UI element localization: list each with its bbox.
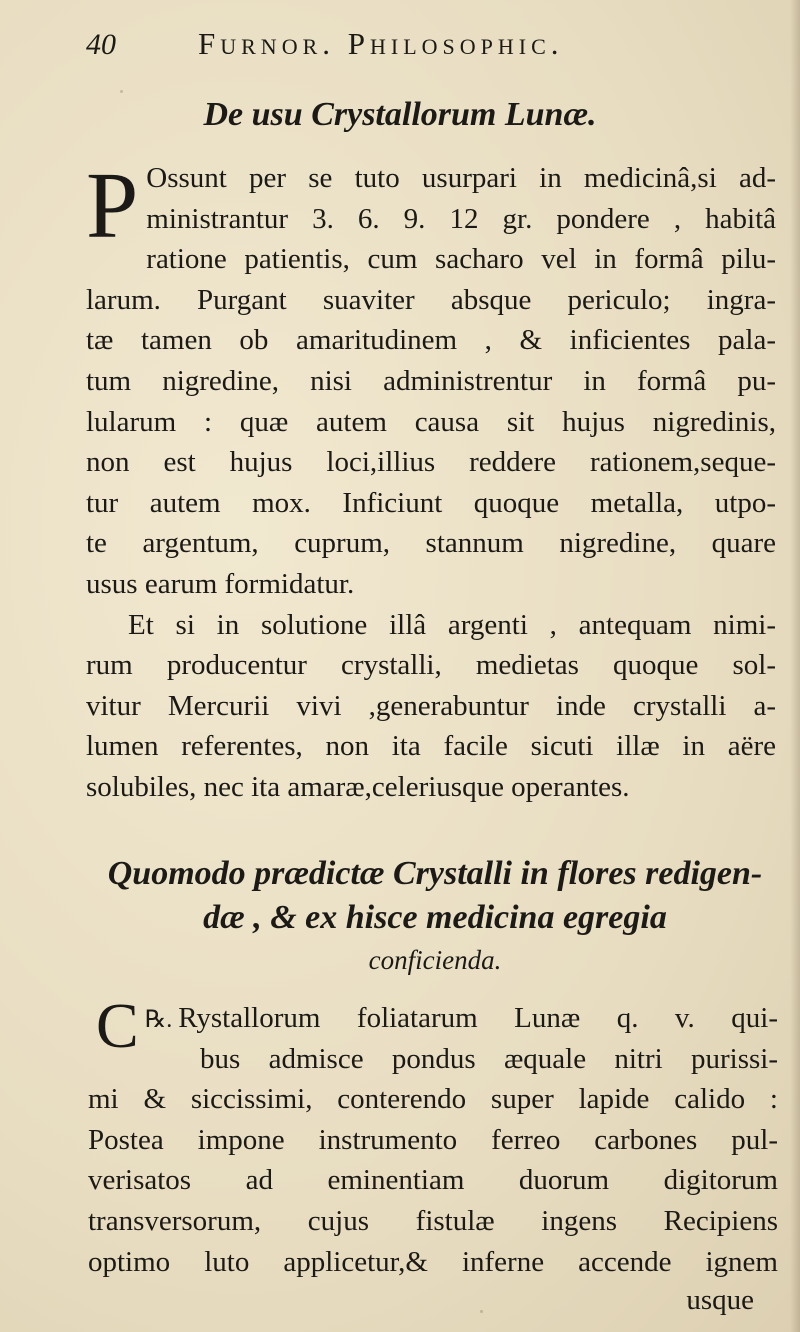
catchword: usque (686, 1284, 754, 1316)
section2-title-line: dæ , & ex hisce medicina egregia (203, 899, 667, 936)
section2-title-line: Quomodo prædictæ Crystalli in flores redigen- (107, 855, 763, 892)
text-line: tur autem mox. Inficiunt quoque metalla, utpo- (86, 486, 776, 519)
text-line: transversorum, cujus fistulæ ingens Recipiens (88, 1204, 778, 1237)
text-line: rum producentur crystalli, medietas quoque sol- (86, 649, 776, 682)
text-line: lumen referentes, non ita facile sicuti illæ in aëre (86, 730, 776, 763)
text-line: optimo luto applicetur,& inferne accende ignem (88, 1245, 778, 1278)
text-line: ratione patientis, cum sacharo vel in formâ pilu- (146, 243, 776, 276)
text-line: non est hujus loci,illius reddere rationem,seque- (86, 446, 776, 479)
text-line: lularum : quæ autem causa sit hujus nigredinis, (86, 405, 776, 438)
drop-cap: C (96, 990, 139, 1061)
text-line: tum nigredine, nisi administrentur in formâ pu- (86, 364, 776, 397)
section2-title-line: conficienda. (368, 945, 502, 975)
text-line: usus earum formidatur. (86, 567, 355, 600)
text-line: larum. Purgant suaviter absque periculo; ingra- (86, 283, 776, 316)
page-number: 40 (86, 28, 116, 61)
text-line: vitur Mercurii vivi ,generabuntur inde crystalli a- (86, 689, 776, 722)
text-line: te argentum, cuprum, stannum nigredine, quare (86, 527, 776, 560)
text-line: Postea impone instrumento ferreo carbones pul- (88, 1123, 778, 1156)
running-head: Furnor. Philosophic. (198, 26, 564, 61)
page-header (86, 22, 726, 68)
text-line-content: Rystallorum foliatarum Lunæ q. v. qui- (178, 1002, 778, 1034)
page-edge-shadow (790, 0, 800, 1332)
text-line: mi & siccissimi, conterendo super lapide calido : (88, 1083, 778, 1116)
recipe-mark: ℞. (144, 1007, 173, 1033)
text-line: Et si in solutione illâ argenti , antequam nimi- (128, 608, 776, 641)
text-line: verisatos ad eminentiam duorum digitorum (88, 1164, 778, 1197)
drop-cap: P (86, 154, 139, 258)
section-title: De usu Crystallorum Lunæ. (203, 96, 597, 133)
section2-title (80, 852, 790, 980)
section1-body (86, 154, 776, 808)
text-line: Ossunt per se tuto usurpari in medicinâ,si ad- (146, 162, 776, 194)
text-line: solubiles, nec ita amaræ,celeriusque operantes. (86, 770, 630, 803)
text-line: bus admisce pondus æquale nitri purissi- (200, 1042, 778, 1075)
text-line: ministrantur 3. 6. 9. 12 gr. pondere , habitâ (146, 202, 776, 235)
paper-speck (480, 1310, 483, 1313)
text-line: tæ tamen ob amaritudinem , & inficientes pala- (86, 324, 776, 357)
paper-speck (690, 1300, 693, 1303)
paper-speck (120, 90, 123, 93)
section2-body (88, 990, 778, 1282)
